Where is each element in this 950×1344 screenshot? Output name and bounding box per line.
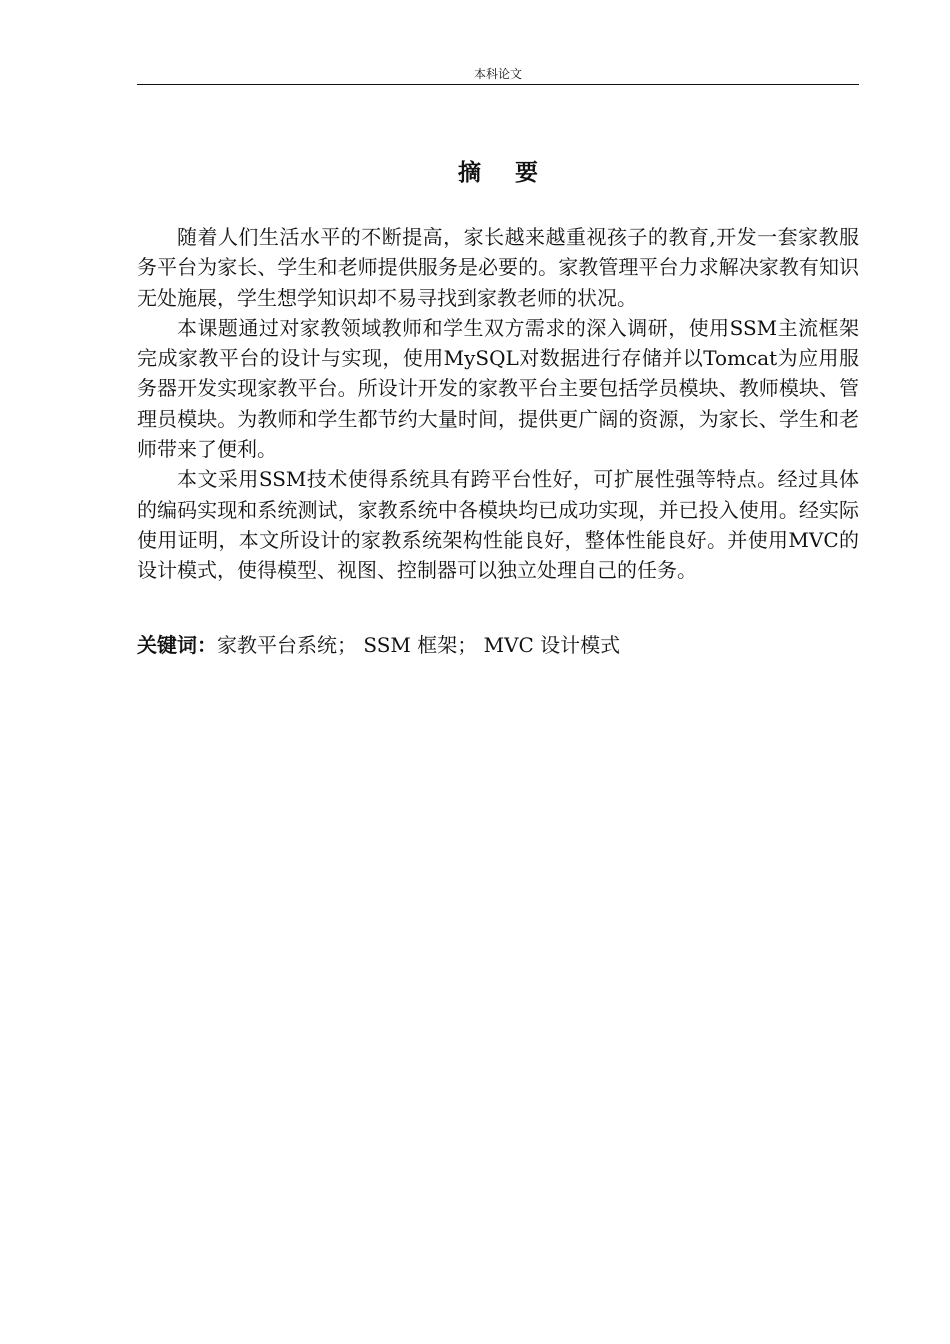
keywords-value: 家教平台系统； SSM 框架； MVC 设计模式	[217, 633, 621, 657]
abstract-paragraph-2: 本课题通过对家教领域教师和学生双方需求的深入调研，使用SSM主流框架完成家教平台的设计与实现，使用MySQL对数据进行存储并以Tomcat为应用服务器开发实现家教平台。所设计开发的家教平台主要包括学员模块、教师模块、管理员模块。为教师和学生都节约大量时间，提供更广阔的资源，为家长、学生和老师带来了便利。	[137, 315, 859, 462]
running-title: 本科论文	[473, 67, 522, 81]
abstract-title: 摘要	[458, 159, 572, 186]
keywords-label: 关键词：	[137, 633, 217, 657]
abstract-paragraph-1: 随着人们生活水平的不断提高，家长越来越重视孩子的教育,开发一套家教服务平台为家长、学生和老师提供服务是必要的。家教管理平台力求解决家教有知识无处施展，学生想学知识却不易寻找到家教老师的状况。	[137, 225, 859, 310]
abstract-body	[137, 222, 859, 586]
abstract-paragraph-3: 本文采用SSM技术使得系统具有跨平台性好，可扩展性强等特点。经过具体的编码实现和系统测试，家教系统中各模块均已成功实现，并已投入使用。经实际使用证明，本文所设计的家教系统架构性能良好，整体性能良好。并使用MVC的设计模式，使得模型、视图、控制器可以独立处理自己的任务。	[137, 467, 859, 583]
keywords-line	[137, 629, 859, 661]
page-header	[137, 64, 859, 85]
